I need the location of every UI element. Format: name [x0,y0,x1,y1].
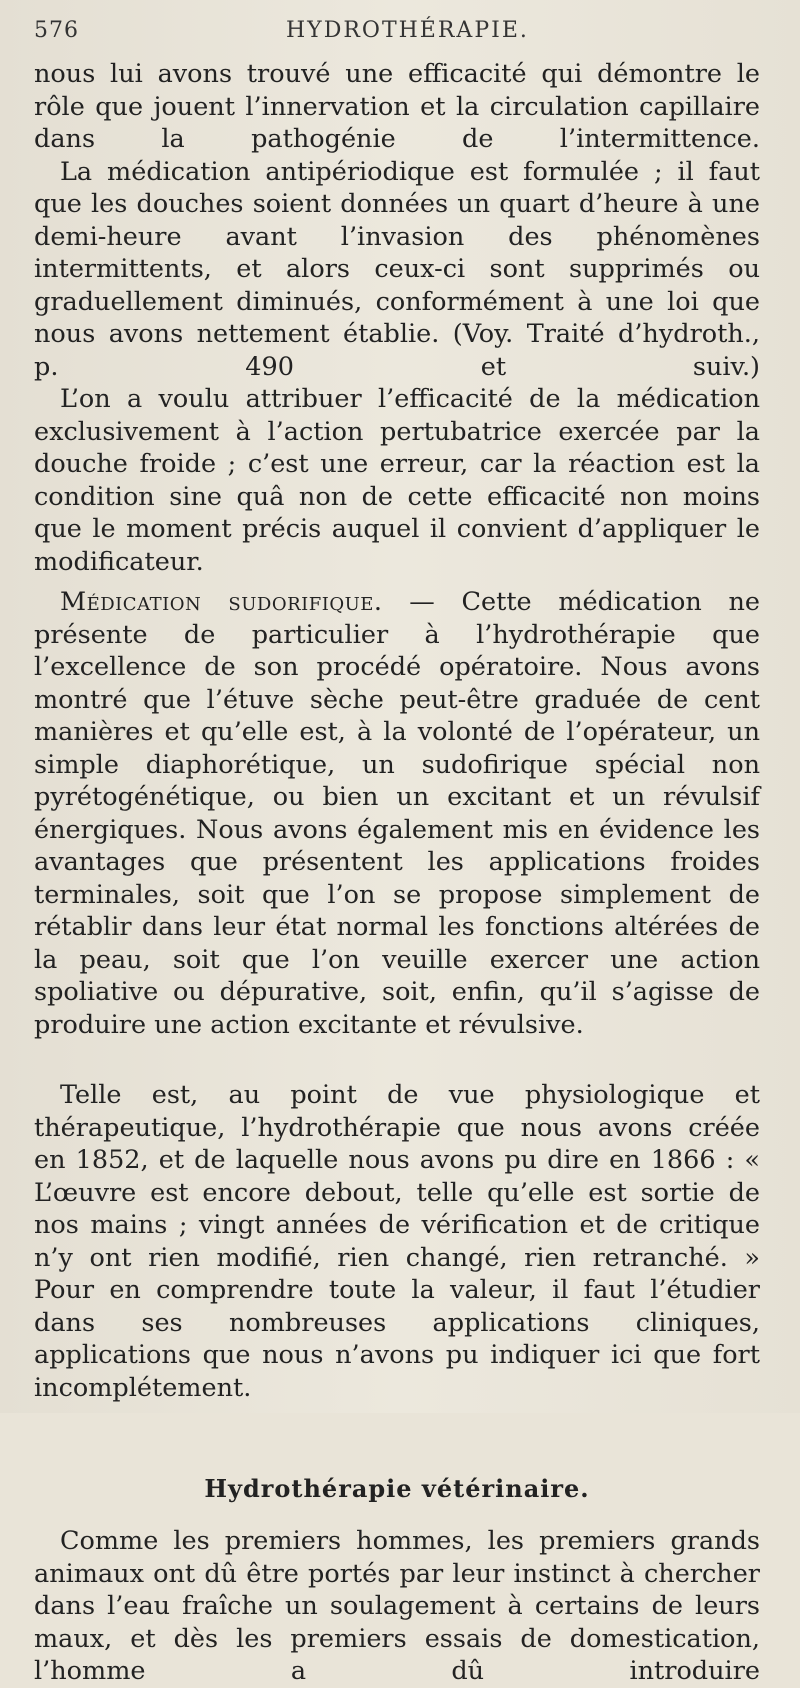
page-header [34,18,760,58]
page-number: 576 [34,18,79,43]
paragraph-antiperiodic: La médication antipériodique est formulée ; il faut que les douches soient données un quart d’heure à une demi-heure avant l’invasion des phénomènes intermittents, et alors ceux-ci sont supprimés ou graduellement diminués, conformément à une loi que nous avons nettement établie. (Voy. Traité d’hydroth., p. 490 et suiv.) [34,156,760,382]
paragraph-veterinary: Comme les premiers hommes, les premiers grands animaux ont dû être portés par leur instinct à chercher dans l’eau fraîche un soulagement à certains de leurs maux, et dès les premiers essais de domestication, l’homme a dû introduire [34,1526,760,1686]
paragraph-perturbatrice: L’on a voulu attribuer l’efficacité de la médication exclusivement à l’action pertubatrice exercée par la douche froide ; c’est une erreur, car la réaction est la condition sine quâ non de cette efficacité non moins que le moment précis auquel il convient d’appliquer le modificateur. [34,384,760,577]
running-head: HYDROTHÉRAPIE. [286,18,529,43]
sudorific-lead: Médication sudorifique. [60,587,383,617]
section-heading: Hydrothérapie vétérinaire. [204,1474,590,1503]
sudorific-body: — Cette médication ne présente de particulier à l’hydrothérapie que l’excellence de son procédé opératoire. Nous avons montré que l’étuve sèche peut-être graduée de cent manières et qu’elle est, à la volonté de l’opérateur, un simple diaphorétique, un sudofirique spécial non pyrétogénétique, ou bien un excitant et un révulsif énergiques. Nous avons également mis en évidence les avantages que présentent les applications froides terminales, soit que l’on se propose simplement de rétablir dans leur état normal les fonctions altérées de la peau, soit que l’on veuille exercer une action spoliative ou dépurative, soit, enfin, qu’il s’agisse de produire une action excitante et révulsive. [34,587,760,1040]
paragraph-conclusion: Telle est, au point de vue physiologique et thérapeutique, l’hydrothérapie que nous avons créée en 1852, et de laquelle nous avons pu dire en 1866 : « L’œuvre est encore debout, telle qu’elle est sortie de nos mains ; vingt années de vérification et de critique n’y ont rien modifié, rien changé, rien retranché. » Pour en comprendre toute la valeur, il faut l’étudier dans ses nombreuses applications cliniques, applications que nous n’avons pu indiquer ici que fort incomplétement. [34,1080,760,1403]
paragraph-sudorific [34,586,760,1041]
paragraph-intermittence: nous lui avons trouvé une efficacité qui démontre le rôle que jouent l’innervation et la circulation capillaire dans la pathogénie de l’intermittence. [34,59,760,154]
